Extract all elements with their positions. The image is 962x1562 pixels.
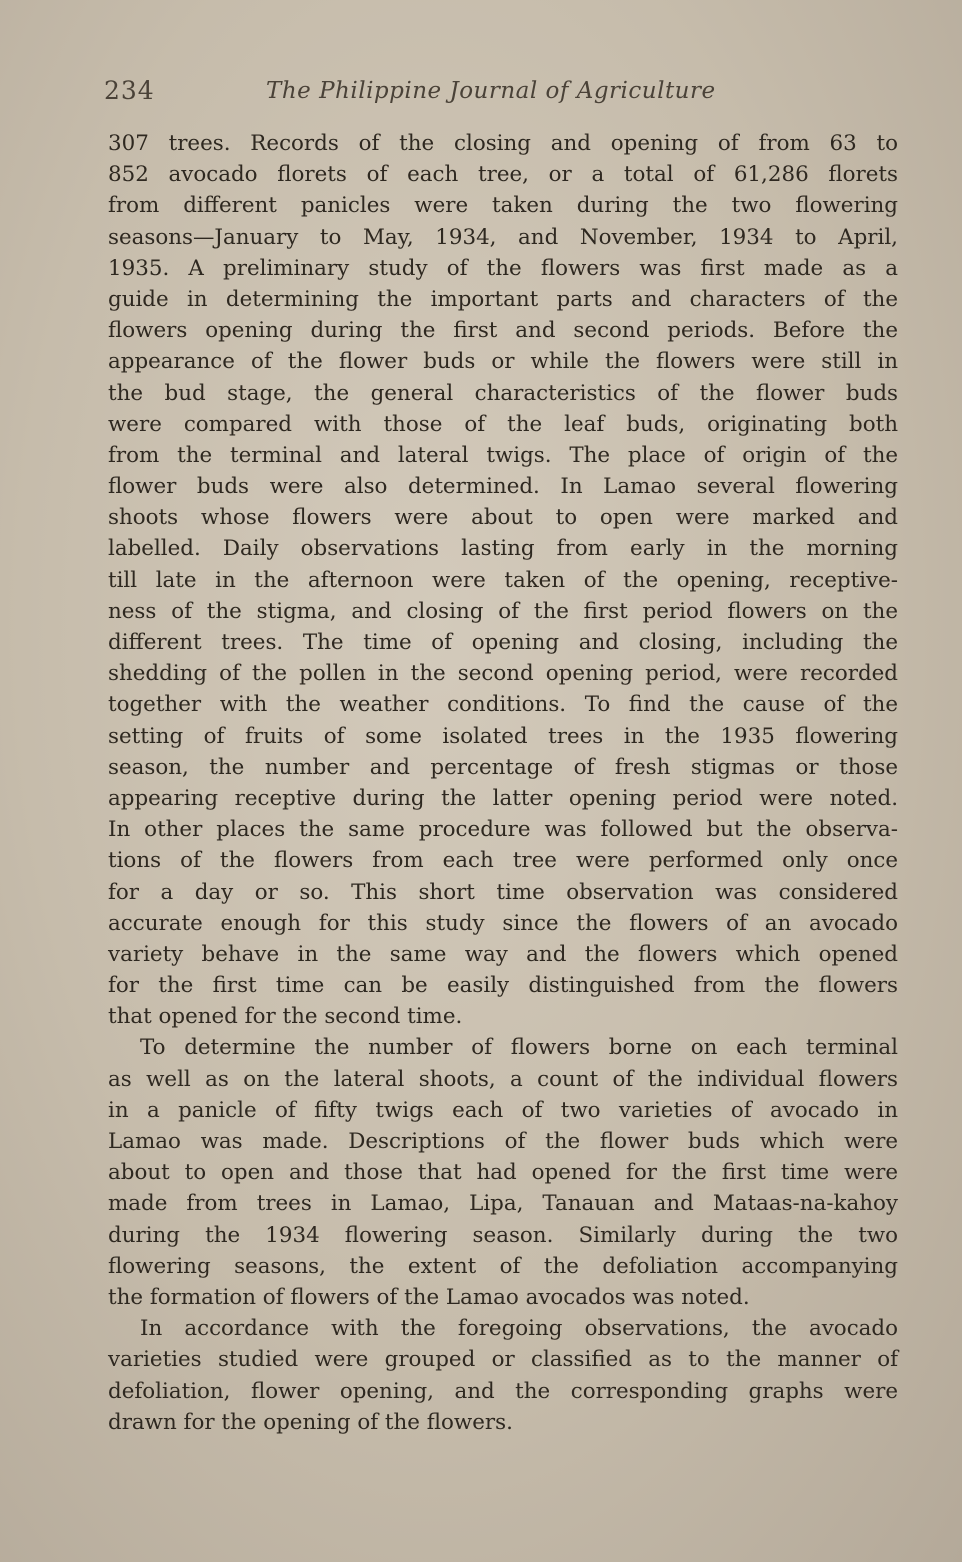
text-line: guide in determining the important parts and characters of the xyxy=(108,286,898,312)
text-line: 852 avocado florets of each tree, or a total of 61,286 florets xyxy=(108,162,898,188)
text-line: flowering seasons, the extent of the defoliation accompanying xyxy=(108,1253,898,1279)
text-line: Lamao was made. Descriptions of the flower buds which were xyxy=(108,1129,898,1154)
text-line: accurate enough for this study since the flowers of an avocado xyxy=(108,910,898,936)
text-line: defoliation, flower opening, and the corresponding graphs were xyxy=(108,1378,898,1404)
text-line: were compared with those of the leaf buds, originating both xyxy=(108,411,898,437)
text-line: about to open and those that had opened for the first time were xyxy=(108,1160,898,1186)
page-number: 234 xyxy=(104,76,155,105)
text-line: 307 trees. Records of the closing and opening of from 63 to xyxy=(108,131,898,156)
text-line: tions of the flowers from each tree were performed only once xyxy=(108,848,898,874)
text-line: setting of fruits of some isolated trees in the 1935 flowering xyxy=(108,723,898,749)
text-line: appearing receptive during the latter opening period were noted. xyxy=(108,785,898,811)
text-line: till late in the afternoon were taken of the opening, receptive- xyxy=(108,567,898,593)
text-line: drawn for the opening of the flowers. xyxy=(108,1409,513,1435)
text-line: 1935. A preliminary study of the flowers was first made as a xyxy=(108,255,898,281)
text-line: from different panicles were taken during the two flowering xyxy=(108,193,898,219)
text-line: made from trees in Lamao, Lipa, Tanauan and Mataas-na-kahoy xyxy=(108,1191,898,1217)
text-line: as well as on the lateral shoots, a count of the individual flowers xyxy=(108,1066,898,1092)
text-line: To determine the number of flowers borne on each terminal xyxy=(140,1035,898,1061)
text-line: varieties studied were grouped or classified as to the manner of xyxy=(108,1347,898,1373)
text-line: shedding of the pollen in the second opening period, were recorded xyxy=(108,661,898,687)
text-line: together with the weather conditions. To find the cause of the xyxy=(108,692,898,718)
text-line: from the terminal and lateral twigs. The place of origin of the xyxy=(108,442,898,468)
text-line: flower buds were also determined. In Lamao several flowering xyxy=(108,474,898,500)
page-header xyxy=(104,76,904,110)
text-line: for the first time can be easily distinguished from the flowers xyxy=(108,973,898,999)
text-line: variety behave in the same way and the flowers which opened xyxy=(108,941,898,967)
text-line: appearance of the flower buds or while the flowers were still in xyxy=(108,349,898,375)
text-line: in a panicle of fifty twigs each of two varieties of avocado in xyxy=(108,1097,898,1123)
text-line: the formation of flowers of the Lamao avocados was noted. xyxy=(108,1284,750,1310)
paragraph xyxy=(108,1032,898,1313)
text-line: season, the number and percentage of fresh stigmas or those xyxy=(108,754,898,780)
running-head-journal-title: The Philippine Journal of Agriculture xyxy=(266,78,716,104)
text-line: the bud stage, the general characteristics of the flower buds xyxy=(108,380,898,406)
text-line: In other places the same procedure was followed but the observa- xyxy=(108,817,898,843)
text-line: In accordance with the foregoing observations, the avocado xyxy=(140,1316,898,1342)
text-line: for a day or so. This short time observation was considered xyxy=(108,879,898,905)
text-line: that opened for the second time. xyxy=(108,1004,463,1030)
text-line: ness of the stigma, and closing of the first period flowers on the xyxy=(108,598,898,624)
text-line: labelled. Daily observations lasting from early in the morning xyxy=(108,536,898,562)
text-line: shoots whose flowers were about to open were marked and xyxy=(108,505,898,531)
text-line: flowers opening during the first and second periods. Before the xyxy=(108,318,898,344)
body-text xyxy=(108,128,898,1438)
text-line: seasons—January to May, 1934, and November, 1934 to April, xyxy=(108,224,898,250)
paragraph xyxy=(108,1313,898,1438)
paragraph xyxy=(108,128,898,1032)
text-line: during the 1934 flowering season. Similarly during the two xyxy=(108,1222,898,1248)
text-line: different trees. The time of opening and closing, including the xyxy=(108,630,898,655)
